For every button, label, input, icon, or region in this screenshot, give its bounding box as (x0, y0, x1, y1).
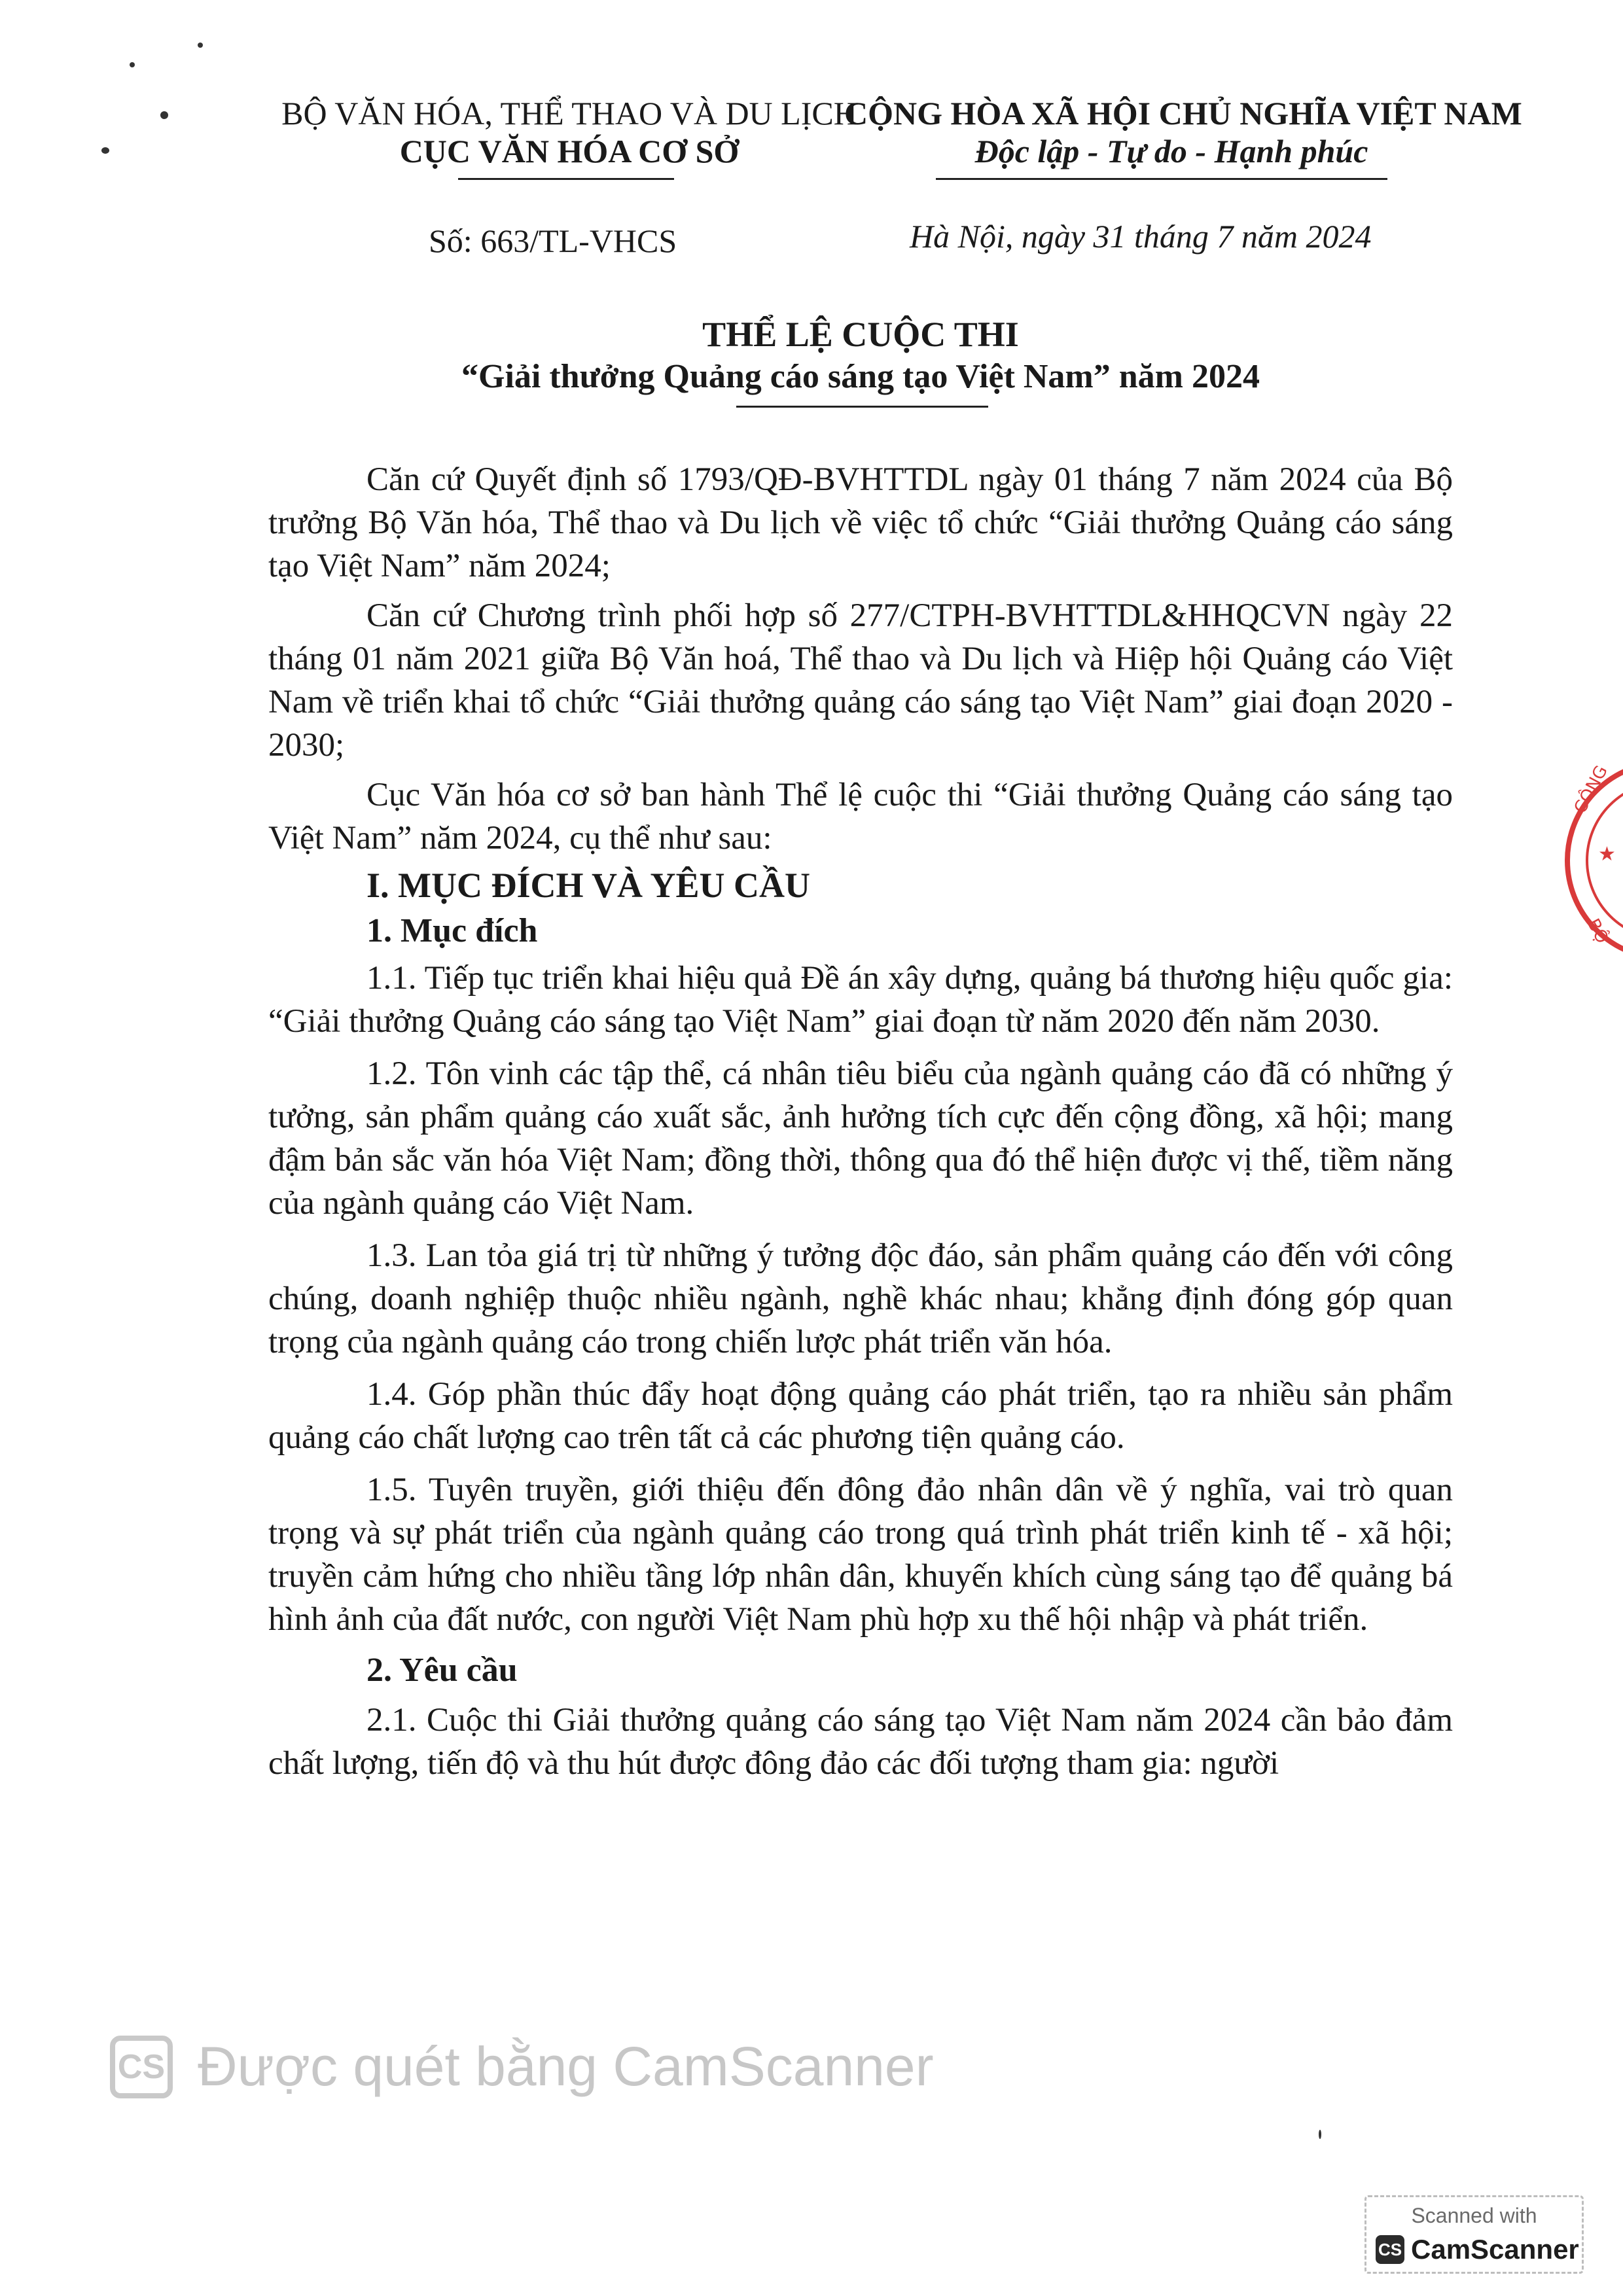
camscanner-logo-icon: CS (110, 2036, 173, 2098)
svg-text:BỘ: BỘ (1582, 915, 1613, 947)
title-underline (736, 406, 988, 408)
preamble-paragraph: Căn cứ Quyết định số 1793/QĐ-BVHTTDL ngày 01 tháng 7 năm 2024 của Bộ trưởng Bộ Văn hóa, Thể thao và Du lịch về việc tổ chức “Giải thưởng Quảng cáo sáng tạo Việt Nam” năm 2024; (268, 461, 1453, 584)
motto: Độc lập - Tự do - Hạnh phúc (974, 133, 1368, 169)
preamble-paragraph: Cục Văn hóa cơ sở ban hành Thể lệ cuộc thi “Giải thưởng Quảng cáo sáng tạo Việt Nam” năm 2024, cụ thể như sau: (268, 777, 1453, 857)
list-item: 1.3. Lan tỏa giá trị từ những ý tưởng độc đáo, sản phẩm quảng cáo đến với công chúng, doanh nghiệp thuộc nhiều ngành, nghề khác nhau; khẳng định đóng góp quan trọng của ngành quảng cáo trong chiến lược phát triển văn hóa. (268, 1237, 1453, 1360)
scanned-with-badge (1364, 2195, 1584, 2274)
camscanner-watermark (110, 2035, 934, 2098)
place-date: Hà Nội, ngày 31 tháng 7 năm 2024 (910, 218, 1372, 255)
svg-text:CÔNG: CÔNG (1570, 762, 1612, 817)
list-item: 2.1. Cuộc thi Giải thưởng quảng cáo sáng tạo Việt Nam năm 2024 cần bảo đảm chất lượng, tiến độ và thu hút được đông đảo các đối tượng tham gia: người (268, 1702, 1453, 1782)
red-stamp (1558, 752, 1623, 968)
department-underline (458, 178, 674, 180)
scan-speck (130, 62, 135, 67)
subsection-heading: 1. Mục đích (366, 912, 538, 949)
document-title: THỂ LỆ CUỘC THI (702, 315, 1019, 354)
camscanner-badge-icon: CS (1376, 2235, 1404, 2264)
svg-text:★: ★ (1598, 843, 1616, 866)
document-subtitle: “Giải thưởng Quảng cáo sáng tạo Việt Nam” năm 2024 (461, 358, 1260, 395)
scan-speck (1319, 2130, 1321, 2139)
preamble-paragraph: Căn cứ Chương trình phối hợp số 277/CTPH-BVHTTDL&HHQCVN ngày 22 tháng 01 năm 2021 giữa Bộ Văn hoá, Thể thao và Du lịch và Hiệp hội Quảng cáo Việt Nam về triển khai tổ chức “Giải thưởng quảng cáo sáng tạo Việt Nam” giai đoạn 2020 - 2030; (268, 597, 1453, 764)
document-number: Số: 663/TL-VHCS (429, 222, 677, 259)
subsection-heading: 2. Yêu cầu (366, 1651, 518, 1689)
list-item: 1.4. Góp phần thúc đẩy hoạt động quảng cáo phát triển, tạo ra nhiều sản phẩm quảng cáo chất lượng cao trên tất cả các phương tiện quảng cáo. (268, 1376, 1453, 1456)
watermark-text: Được quét bằng CamScanner (198, 2036, 934, 2097)
section-heading: I. MỤC ĐÍCH VÀ YÊU CẦU (366, 866, 811, 905)
scan-speck (101, 147, 109, 154)
badge-brand: CamScanner (1411, 2234, 1579, 2265)
scan-speck (160, 111, 168, 119)
list-item: 1.2. Tôn vinh các tập thể, cá nhân tiêu biểu của ngành quảng cáo đã có những ý tưởng, sản phẩm quảng cáo xuất sắc, ảnh hưởng tích cực đến cộng đồng, xã hội; mang đậm bản sắc văn hóa Việt Nam; đồng thời, thông qua đó thể hiện được vị thế, tiềm năng của ngành quảng cáo Việt Nam. (268, 1055, 1453, 1222)
document-body (268, 458, 1453, 1785)
republic-name: CỘNG HÒA XÃ HỘI CHỦ NGHĨA VIỆT NAM (844, 95, 1522, 132)
ministry-name: BỘ VĂN HÓA, THỂ THAO VÀ DU LỊCH (281, 95, 857, 132)
scan-speck (198, 43, 203, 48)
motto-underline (936, 178, 1387, 180)
department-name: CỤC VĂN HÓA CƠ SỞ (399, 133, 740, 169)
list-item: 1.5. Tuyên truyền, giới thiệu đến đông đảo nhân dân về ý nghĩa, vai trò quan trọng và sự phát triển của ngành quảng cáo trong quá trình phát triển kinh tế - xã hội; truyền cảm hứng cho nhiều tầng lớp nhân dân, khuyến khích cùng sáng tạo để quảng bá hình ảnh của đất nước, con người Việt Nam phù hợp xu thế hội nhập và phát triển. (268, 1472, 1453, 1638)
list-item: 1.1. Tiếp tục triển khai hiệu quả Đề án xây dựng, quảng bá thương hiệu quốc gia: “Giải thưởng Quảng cáo sáng tạo Việt Nam” giai đoạn từ năm 2020 đến năm 2030. (268, 960, 1453, 1040)
badge-caption: Scanned with (1411, 2204, 1537, 2227)
